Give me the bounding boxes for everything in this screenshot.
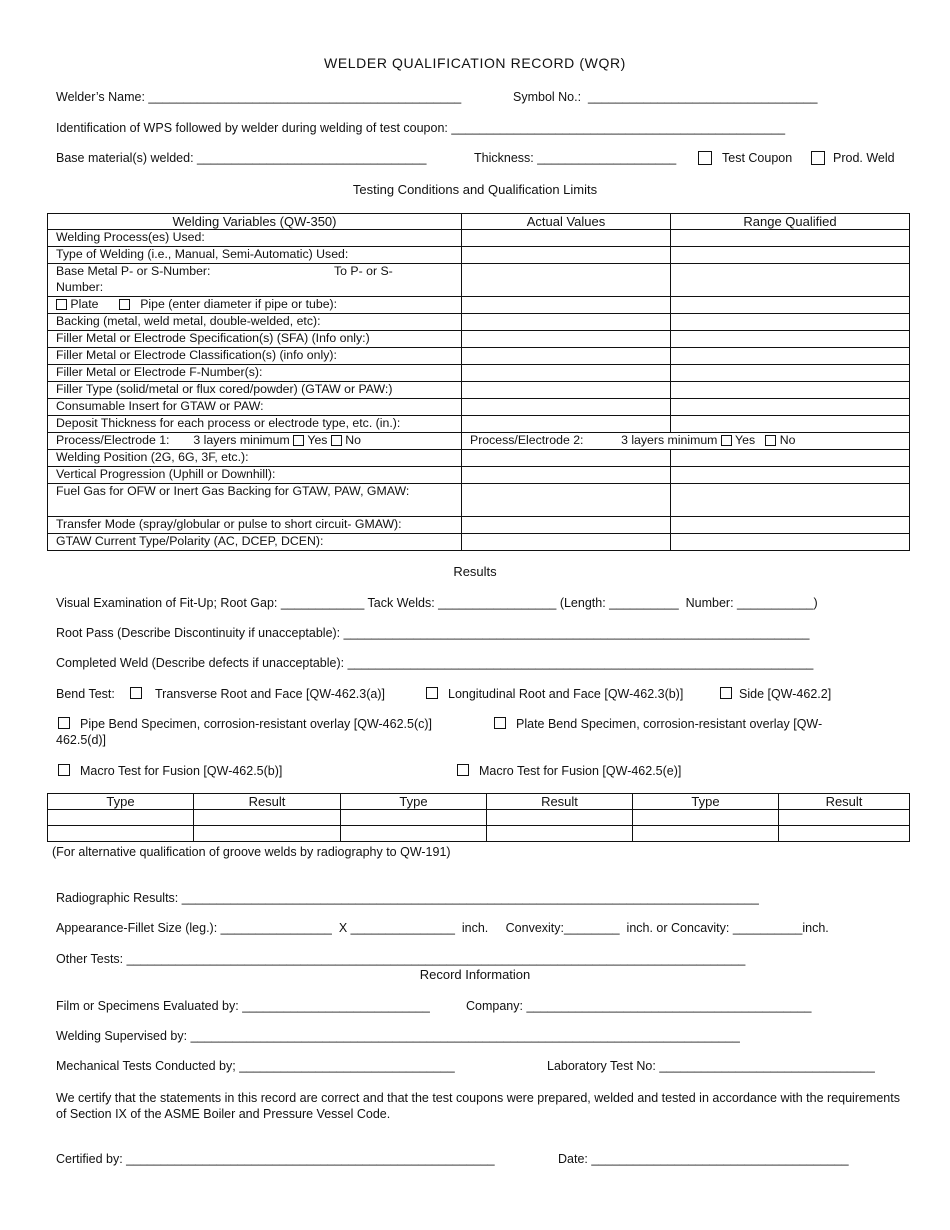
symbol-no-field[interactable]: Symbol No.: _________________________________ (513, 90, 818, 104)
actual-cell[interactable] (462, 450, 671, 467)
testing-conditions-heading: Testing Conditions and Qualification Limits (352, 182, 598, 197)
layers-min-label: 3 layers minimum (193, 433, 290, 447)
results-heading: Results (453, 564, 497, 579)
actual-cell[interactable] (462, 331, 671, 348)
process-electrode-2-label: Process/Electrode 2: (470, 433, 584, 447)
range-cell[interactable] (671, 230, 910, 247)
col-header-type: Type (341, 794, 487, 810)
no-label: No (779, 433, 796, 447)
actual-cell[interactable] (462, 399, 671, 416)
root-pass-field[interactable]: Root Pass (Describe Discontinuity if unacceptable): ___________________________________________________________________ (56, 626, 810, 640)
certification-statement: We certify that the statements in this record are correct and that the test coupons were prepared, welded and tested in accordance with the requirements of Section IX of the ASME Boiler and Pressure Vessel Code. (56, 1091, 900, 1121)
row-label: Type of Welding (i.e., Manual, Semi-Automatic) Used: (48, 247, 462, 264)
actual-cell[interactable] (462, 365, 671, 382)
base-material-field[interactable]: Base material(s) welded: _________________________________ (56, 151, 427, 165)
row-label: Transfer Mode (spray/globular or pulse to short circuit- GMAW): (48, 517, 462, 534)
table-cell[interactable] (341, 826, 487, 842)
table-cell[interactable] (633, 810, 779, 826)
plate-pipe-cell (48, 297, 462, 314)
pe1-no-checkbox[interactable] (331, 435, 342, 446)
actual-cell[interactable] (462, 247, 671, 264)
row-label: Consumable Insert for GTAW or PAW: (48, 399, 462, 416)
side-label: Side [QW-462.2] (739, 687, 832, 701)
actual-cell[interactable] (462, 348, 671, 365)
table-cell[interactable] (194, 810, 341, 826)
row-label: To P- or S- (334, 264, 393, 278)
macro-b-checkbox[interactable] (58, 764, 70, 776)
row-label: Vertical Progression (Uphill or Downhill): (48, 467, 462, 484)
certified-by-field[interactable]: Certified by: _____________________________________________________ (56, 1152, 495, 1166)
table-cell[interactable] (779, 826, 910, 842)
actual-cell[interactable] (462, 297, 671, 314)
mechanical-tests-field[interactable]: Mechanical Tests Conducted by; _______________________________ (56, 1059, 455, 1073)
company-field[interactable]: Company: _________________________________________ (466, 999, 812, 1013)
row-label: Base Metal P- or S-Number: (56, 264, 211, 278)
thickness-field[interactable]: Thickness: ____________________ (474, 151, 677, 165)
col-header-result: Result (194, 794, 341, 810)
prod-weld-label: Prod. Weld (833, 151, 895, 165)
range-cell[interactable] (671, 517, 910, 534)
process-electrode-1-label: Process/Electrode 1: (56, 433, 170, 447)
actual-cell[interactable] (462, 230, 671, 247)
prod-weld-checkbox[interactable] (811, 151, 825, 165)
longitudinal-label: Longitudinal Root and Face [QW-462.3(b)] (448, 687, 684, 701)
radiographic-results-field[interactable]: Radiographic Results: ___________________________________________________________________________________ (56, 891, 759, 905)
plate-checkbox[interactable] (56, 299, 67, 310)
film-evaluated-field[interactable]: Film or Specimens Evaluated by: ___________________________ (56, 999, 430, 1013)
range-cell[interactable] (671, 450, 910, 467)
table-cell[interactable] (633, 826, 779, 842)
actual-cell[interactable] (462, 382, 671, 399)
actual-cell[interactable] (462, 416, 671, 433)
table-cell[interactable] (779, 810, 910, 826)
range-cell[interactable] (671, 348, 910, 365)
col-header-type: Type (633, 794, 779, 810)
table-cell[interactable] (341, 810, 487, 826)
welding-supervised-field[interactable]: Welding Supervised by: _______________________________________________________________________________ (56, 1029, 740, 1043)
test-coupon-label: Test Coupon (722, 151, 793, 165)
range-cell[interactable] (671, 247, 910, 264)
yes-label: Yes (307, 433, 328, 447)
pe2-yes-checkbox[interactable] (721, 435, 732, 446)
process-electrode-1-cell (48, 433, 462, 450)
row-label: Fuel Gas for OFW or Inert Gas Backing for GTAW, PAW, GMAW: (48, 484, 462, 517)
actual-cell[interactable] (462, 517, 671, 534)
plate-bend-label (516, 717, 866, 731)
table-cell[interactable] (48, 810, 194, 826)
pe2-no-checkbox[interactable] (765, 435, 776, 446)
pipe-bend-label: Pipe Bend Specimen, corrosion-resistant overlay [QW-462.5(c)] (80, 717, 433, 731)
date-field[interactable]: Date: _____________________________________ (558, 1152, 849, 1166)
plate-label: Plate (70, 297, 99, 311)
range-cell[interactable] (671, 484, 910, 517)
plate-bend-line1: Plate Bend Specimen, corrosion-resistant overlay [QW- (516, 717, 823, 731)
col-header-actual: Actual Values (462, 214, 671, 230)
pe1-yes-checkbox[interactable] (293, 435, 304, 446)
process-electrode-2-cell (462, 433, 910, 450)
col-header-variables: Welding Variables (QW-350) (48, 214, 462, 230)
welder-name-field[interactable]: Welder’s Name: _____________________________________________ (56, 90, 462, 104)
page-title: WELDER QUALIFICATION RECORD (WQR) (324, 55, 626, 71)
yes-label: Yes (735, 433, 756, 447)
fillet-size-field[interactable]: Appearance-Fillet Size (leg.): ________________ X _______________ inch. Convexity:________ inch. or Concavity: __________inch. (56, 921, 829, 935)
radiography-note: (For alternative qualification of groove welds by radiography to QW-191) (52, 845, 451, 859)
transverse-label: Transverse Root and Face [QW-462.3(a)] (155, 687, 385, 701)
range-cell[interactable] (671, 365, 910, 382)
col-header-result: Result (779, 794, 910, 810)
range-cell[interactable] (671, 416, 910, 433)
layers-min-label: 3 layers minimum (621, 433, 718, 447)
range-cell[interactable] (671, 467, 910, 484)
table-cell[interactable] (487, 826, 633, 842)
macro-e-checkbox[interactable] (457, 764, 469, 776)
no-label: No (345, 433, 362, 447)
record-info-heading: Record Information (419, 967, 531, 982)
row-label: Deposit Thickness for each process or electrode type, etc. (in.): (48, 416, 462, 433)
pipe-checkbox[interactable] (119, 299, 130, 310)
range-cell[interactable] (671, 314, 910, 331)
row-label: GTAW Current Type/Polarity (AC, DCEP, DCEN): (48, 534, 462, 551)
longitudinal-checkbox[interactable] (426, 687, 438, 699)
row-label: Filler Metal or Electrode F-Number(s): (48, 365, 462, 382)
range-cell[interactable] (671, 382, 910, 399)
results-table (47, 793, 910, 842)
bend-test-label: Bend Test: (56, 687, 115, 701)
actual-cell[interactable] (462, 484, 671, 517)
row-label: Welding Process(es) Used: (48, 230, 462, 247)
range-cell[interactable] (671, 264, 910, 297)
range-cell[interactable] (671, 331, 910, 348)
pipe-label: Pipe (enter diameter if pipe or tube): (140, 297, 338, 311)
pipe-bend-checkbox[interactable] (58, 717, 70, 729)
range-cell[interactable] (671, 297, 910, 314)
test-coupon-checkbox[interactable] (698, 151, 712, 165)
base-metal-cell: Base Metal P- or S-Number: Number: To P- or S- (48, 264, 462, 297)
col-header-result: Result (487, 794, 633, 810)
macro-e-label: Macro Test for Fusion [QW-462.5(e)] (479, 764, 682, 778)
transverse-checkbox[interactable] (130, 687, 142, 699)
range-cell[interactable] (671, 399, 910, 416)
table-cell[interactable] (48, 826, 194, 842)
row-label: Filler Metal or Electrode Specification(s) (SFA) (Info only:) (48, 331, 462, 348)
macro-b-label: Macro Test for Fusion [QW-462.5(b)] (80, 764, 283, 778)
range-cell[interactable] (671, 534, 910, 551)
row-label: Filler Type (solid/metal or flux cored/powder) (GTAW or PAW:) (48, 382, 462, 399)
row-label: Filler Metal or Electrode Classification(s) (info only): (48, 348, 462, 365)
side-checkbox[interactable] (720, 687, 732, 699)
other-tests-field[interactable]: Other Tests: _________________________________________________________________________________________ (56, 952, 746, 966)
actual-cell[interactable] (462, 264, 671, 297)
table-cell[interactable] (194, 826, 341, 842)
wps-id-field[interactable]: Identification of WPS followed by welder during welding of test coupon: ________________________________________________ (56, 121, 786, 135)
lab-test-no-field[interactable]: Laboratory Test No: _______________________________ (547, 1059, 875, 1073)
col-header-range: Range Qualified (671, 214, 910, 230)
plate-bend-checkbox[interactable] (494, 717, 506, 729)
plate-bend-line2: 462.5(d)] (56, 733, 107, 747)
completed-weld-field[interactable]: Completed Weld (Describe defects if unacceptable): ___________________________________________________________________ (56, 656, 814, 670)
row-label: Welding Position (2G, 6G, 3F, etc.): (48, 450, 462, 467)
row-label: Backing (metal, weld metal, double-welded, etc): (48, 314, 462, 331)
actual-cell[interactable] (462, 467, 671, 484)
table-cell[interactable] (487, 810, 633, 826)
visual-exam-field[interactable]: Visual Examination of Fit-Up; Root Gap: ____________ Tack Welds: _________________ (Length: __________ Number: ___________) (56, 596, 818, 610)
actual-cell[interactable] (462, 314, 671, 331)
actual-cell[interactable] (462, 534, 671, 551)
col-header-type: Type (48, 794, 194, 810)
welding-variables-table (47, 213, 910, 551)
